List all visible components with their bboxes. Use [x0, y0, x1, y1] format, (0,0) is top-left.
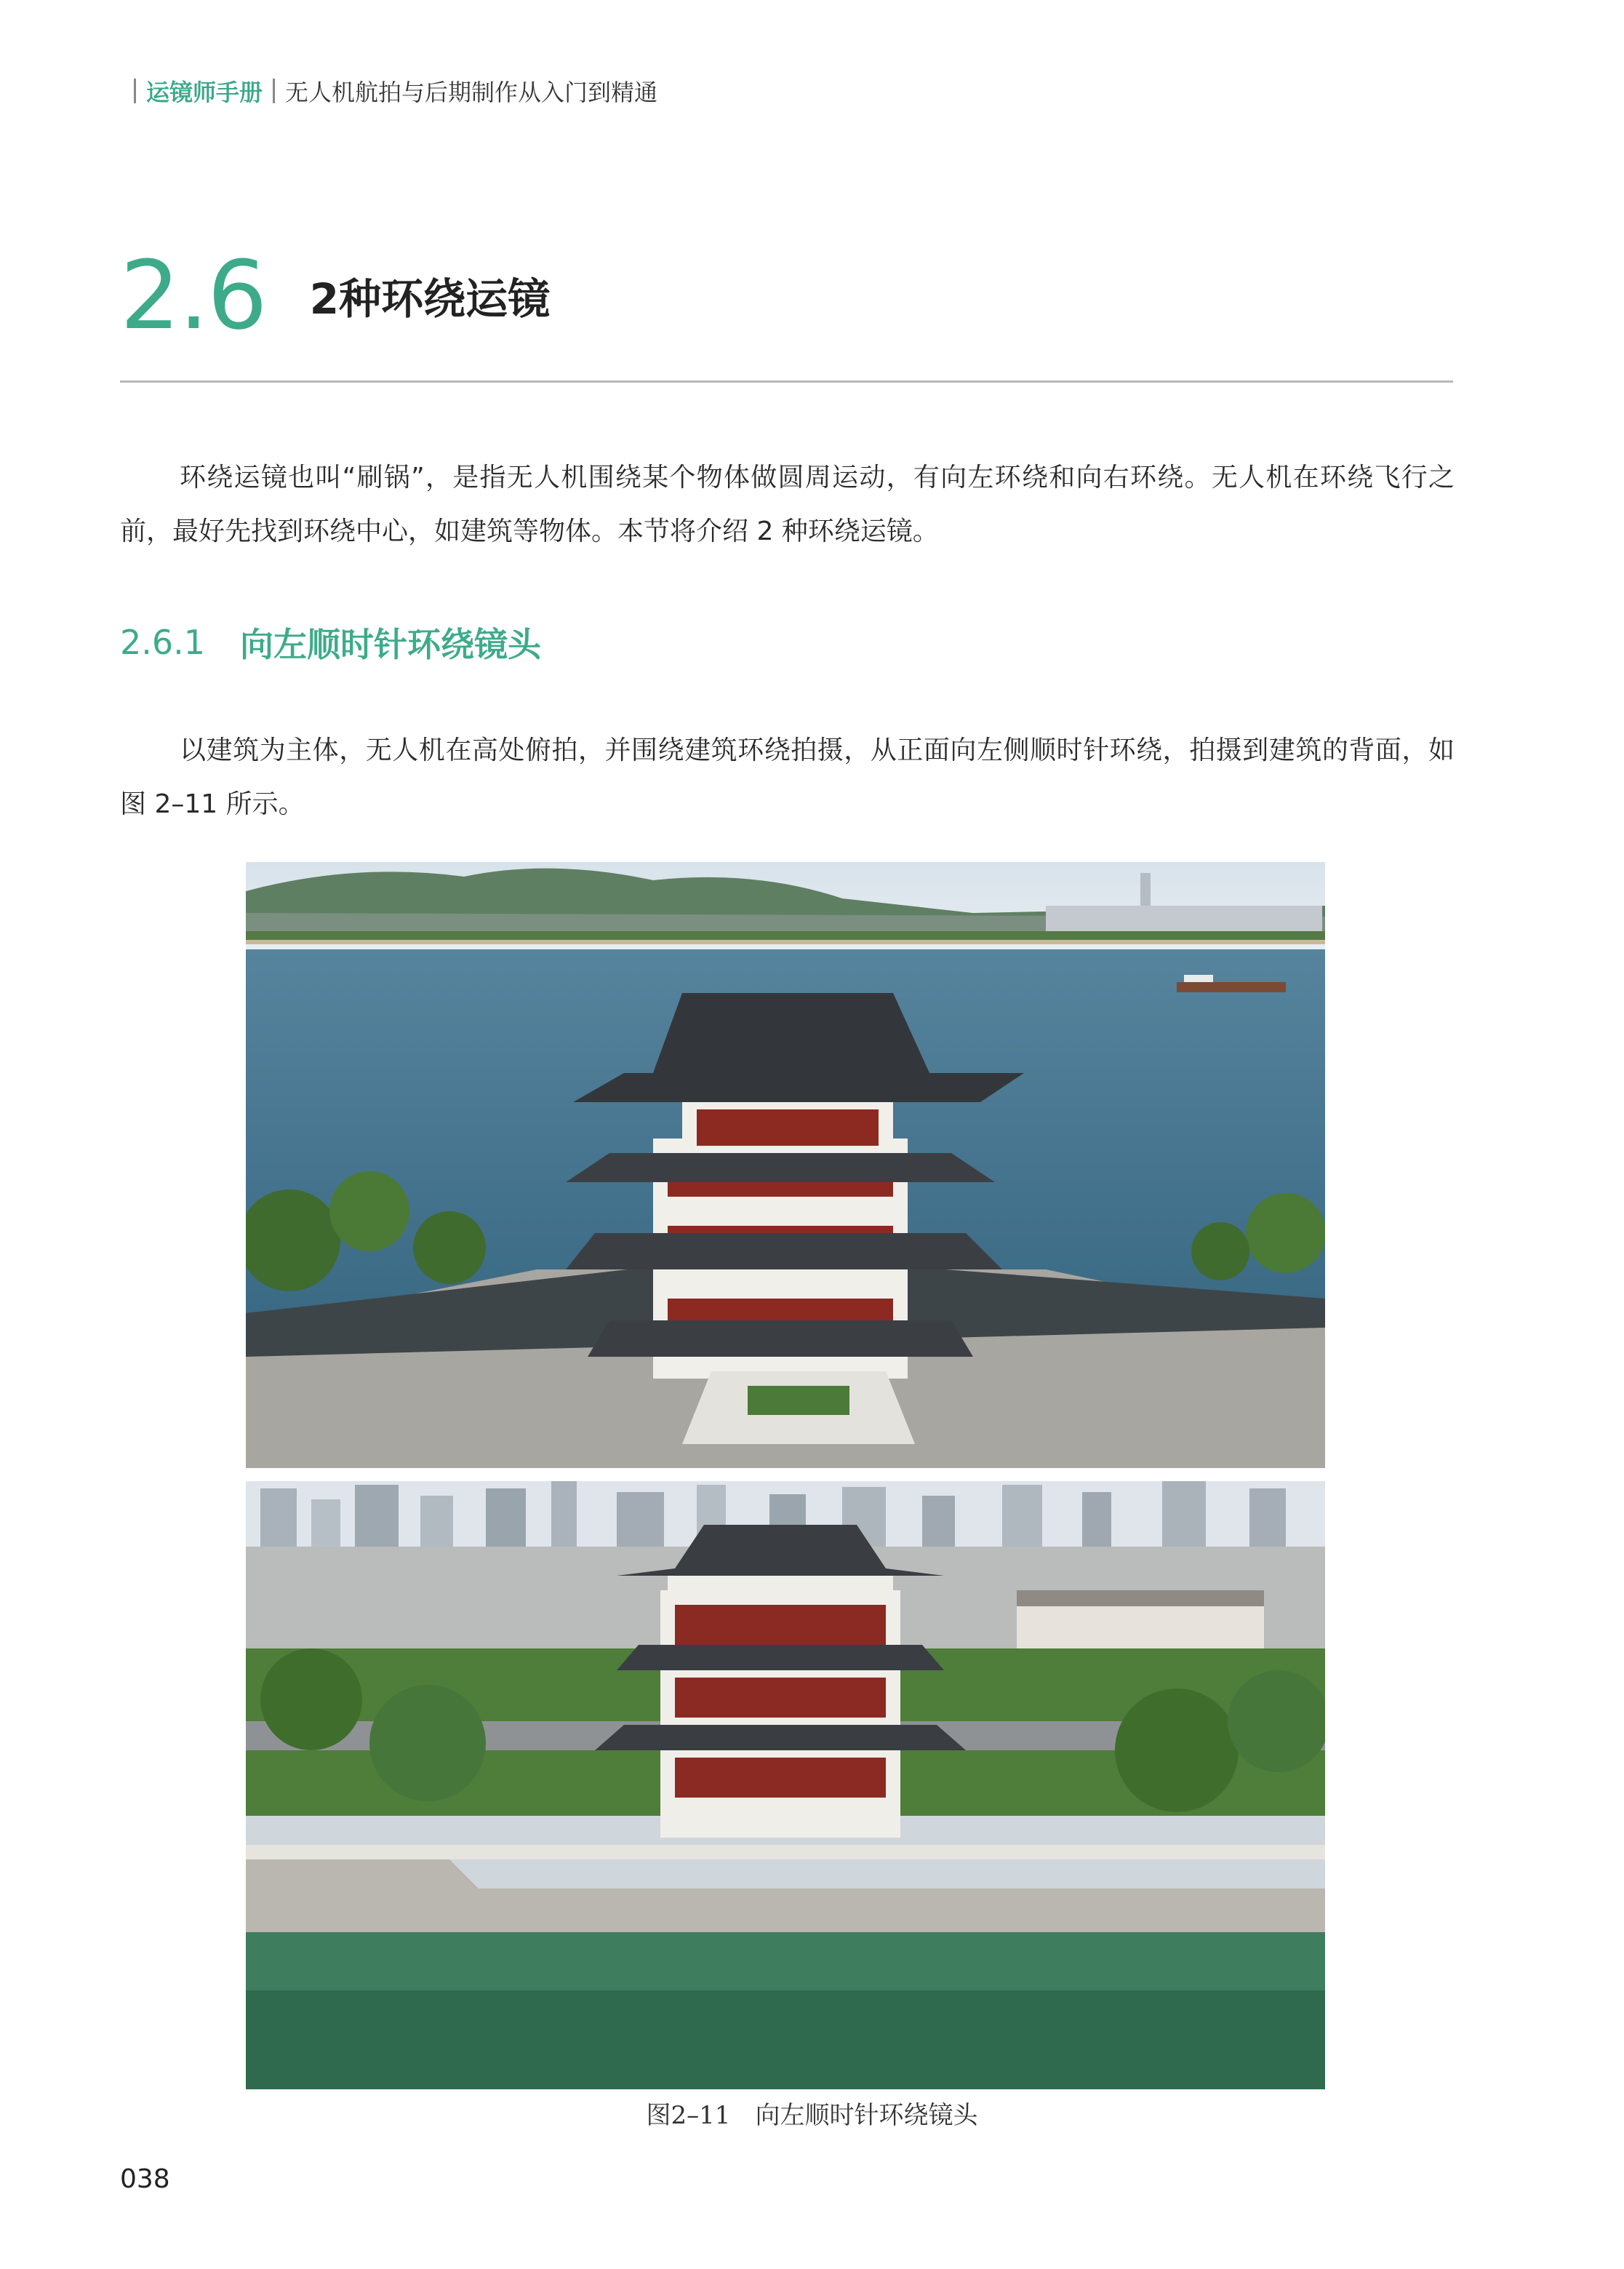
header-book-title: 无人机航拍与后期制作从入门到精通 [285, 79, 658, 106]
section-title: 向左顺时针环绕镜头 [240, 625, 541, 664]
chapter-rule [120, 380, 1453, 383]
page-number: 038 [120, 2164, 170, 2194]
header-divider [134, 79, 136, 103]
figure-photo-front [246, 862, 1325, 1468]
running-header [124, 73, 657, 109]
section-paragraph: 以建筑为主体，无人机在高处俯拍，并围绕建筑环绕拍摄，从正面向左侧顺时针环绕，拍摄到建筑的背面，如图 2–11 所示。 [120, 735, 1455, 819]
section-heading [120, 618, 541, 666]
section-number: 2.6.1 [120, 623, 206, 662]
chapter-number: 2.6 [120, 240, 266, 351]
chapter-heading [120, 240, 550, 351]
figure-caption: 图2–11 向左顺时针环绕镜头 [646, 2101, 978, 2130]
chapter-title: 2种环绕运镜 [309, 274, 551, 324]
intro-paragraph: 环绕运镜也叫“刷锅”，是指无人机围绕某个物体做圆周运动，有向左环绕和向右环绕。无人机在环绕飞行之前，最好先找到环绕中心，如建筑等物体。本节将介绍 2 种环绕运镜。 [120, 463, 1455, 546]
header-brand: 运镜师手册 [146, 79, 263, 106]
header-divider [273, 79, 275, 103]
figure-photo-back [246, 1481, 1325, 2089]
